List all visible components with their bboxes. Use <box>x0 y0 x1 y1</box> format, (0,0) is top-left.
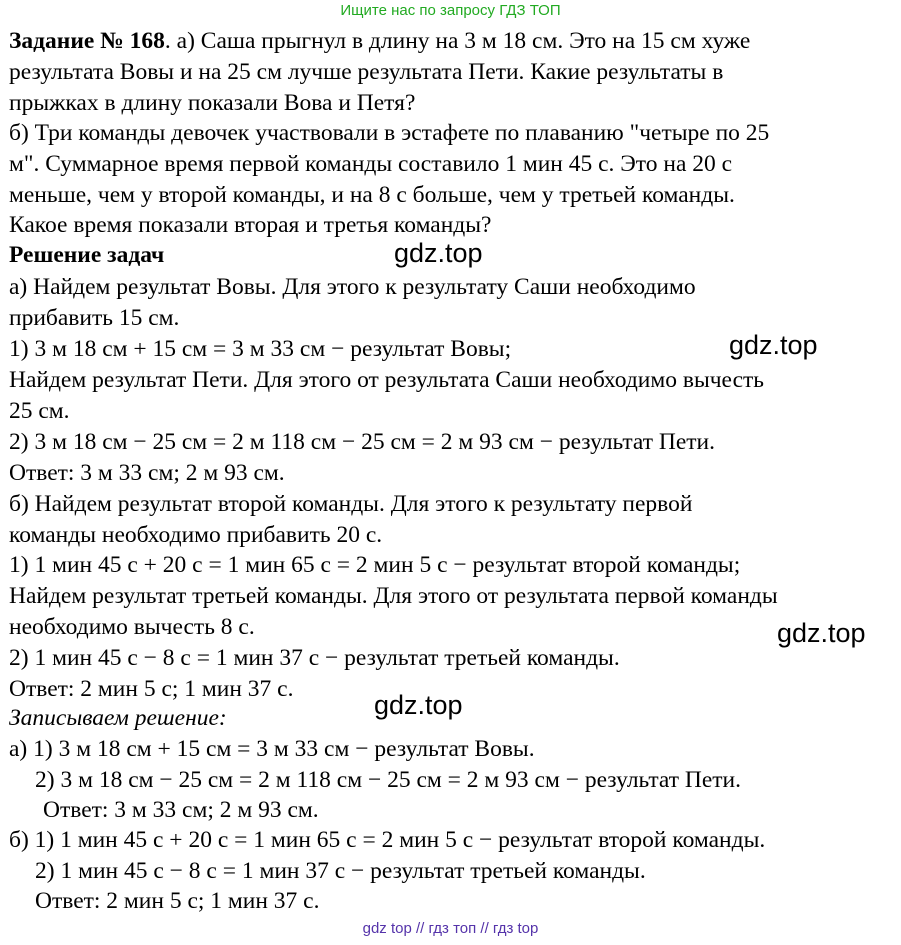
solution-line: б) Найдем результат второй команды. Для этого к результату первой <box>9 491 693 517</box>
watermark: gdz.top <box>374 690 463 720</box>
task-line-4: б) Три команды девочек участвовали в эстафете по плаванию "четыре по 25 <box>9 120 770 146</box>
record-heading: Записываем решение: <box>9 705 227 731</box>
solution-line: команды необходимо прибавить 20 с. <box>9 522 383 548</box>
solution-answer-b: Ответ: 2 мин 5 с; 1 мин 37 с. <box>9 676 294 702</box>
watermark: gdz.top <box>729 330 818 360</box>
record-answer-b: Ответ: 2 мин 5 с; 1 мин 37 с. <box>35 888 320 914</box>
solution-answer-a: Ответ: 3 м 33 см; 2 м 93 см. <box>9 460 285 486</box>
solution-line: 1) 3 м 18 см + 15 см = 3 м 33 см − результат Вовы; <box>9 336 512 362</box>
solution-line: 2) 3 м 18 см − 25 см = 2 м 118 см − 25 см = 2 м 93 см − результат Пети. <box>9 429 716 455</box>
task-line-6: меньше, чем у второй команды, и на 8 с больше, чем у третьей команды. <box>9 182 735 208</box>
solution-line: 25 см. <box>9 398 70 424</box>
task-line-2: результата Вовы и на 25 см лучше результата Пети. Какие результаты в <box>9 59 724 85</box>
record-line: 2) 1 мин 45 с − 8 с = 1 мин 37 с − результат третьей команды. <box>35 858 646 884</box>
task-title: Задание № 168 <box>9 28 165 54</box>
task-line-1 <box>9 26 750 56</box>
task-line-7: Какое время показали вторая и третья команды? <box>9 212 492 238</box>
record-line: 2) 3 м 18 см − 25 см = 2 м 118 см − 25 см = 2 м 93 см − результат Пети. <box>35 767 742 793</box>
solution-line: 2) 1 мин 45 с − 8 с = 1 мин 37 с − результат третьей команды. <box>9 645 620 671</box>
task-line-3: прыжках в длину показали Вова и Петя? <box>9 90 416 116</box>
top-banner[interactable]: Ищите нас по запросу ГДЗ ТОП <box>340 2 561 19</box>
task-line-1-text: . а) Саша прыгнул в длину на 3 м 18 см. Это на 15 см хуже <box>164 28 751 54</box>
solution-line: а) Найдем результат Вовы. Для этого к результату Саши необходимо <box>9 274 696 300</box>
record-answer-a: Ответ: 3 м 33 см; 2 м 93 см. <box>43 797 319 823</box>
watermark: gdz.top <box>394 238 483 268</box>
solution-line: необходимо вычесть 8 с. <box>9 614 255 640</box>
task-line-5: м". Суммарное время первой команды составило 1 мин 45 с. Это на 20 с <box>9 151 733 177</box>
watermark: gdz.top <box>777 618 866 648</box>
footer-links[interactable]: gdz top // гдз топ // гдз top <box>362 920 539 937</box>
solution-heading: Решение задач <box>9 242 165 268</box>
solution-line: 1) 1 мин 45 с + 20 с = 1 мин 65 с = 2 мин 5 с − результат второй команды; <box>9 552 741 578</box>
solution-line: Найдем результат третьей команды. Для этого от результата первой команды <box>9 583 778 609</box>
record-line: б) 1) 1 мин 45 с + 20 с = 1 мин 65 с = 2 мин 5 с − результат второй команды. <box>9 827 766 853</box>
solution-line: Найдем результат Пети. Для этого от результата Саши необходимо вычесть <box>9 367 764 393</box>
solution-line: прибавить 15 см. <box>9 305 180 331</box>
record-line: а) 1) 3 м 18 см + 15 см = 3 м 33 см − результат Вовы. <box>9 736 535 762</box>
